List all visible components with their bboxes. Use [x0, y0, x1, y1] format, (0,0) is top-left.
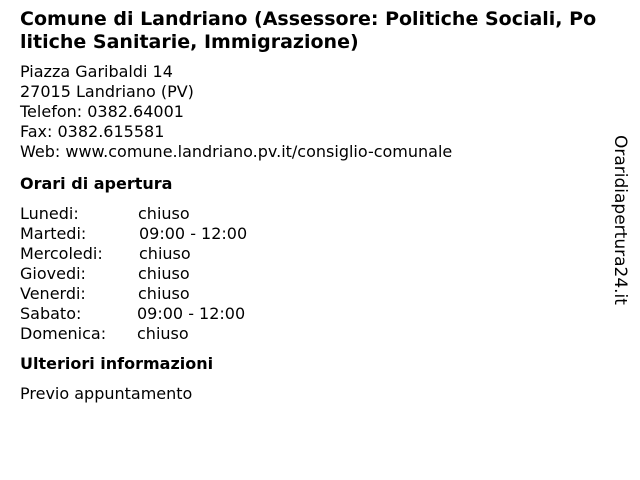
website-url: Web: www.comune.landriano.pv.it/consiglio-comunale	[20, 142, 453, 161]
hours-value: chiuso	[138, 284, 190, 303]
hours-row	[20, 204, 600, 224]
hours-row	[20, 284, 600, 304]
hours-day: Giovedi:	[20, 264, 86, 283]
fax-number: Fax: 0382.615581	[20, 122, 165, 141]
hours-day: Sabato:	[20, 304, 82, 323]
hours-value: chiuso	[139, 244, 191, 263]
hours-day: Venerdi:	[20, 284, 86, 303]
address-block	[20, 62, 600, 162]
location-card	[20, 8, 600, 404]
hours-day: Martedi:	[20, 224, 87, 243]
hours-value: chiuso	[138, 204, 190, 223]
hours-value: 09:00 - 12:00	[137, 304, 246, 323]
hours-row	[20, 244, 600, 264]
hours-row	[20, 224, 600, 244]
hours-day: Lunedi:	[20, 204, 79, 223]
address-street: Piazza Garibaldi 14	[20, 62, 173, 81]
info-text: Previo appuntamento	[20, 384, 193, 403]
hours-heading: Orari di apertura	[20, 174, 173, 193]
page-title: Comune di Landriano (Assessore: Politiche Sociali, Politiche Sanitarie, Immigrazione)	[20, 8, 597, 53]
info-heading: Ulteriori informazioni	[20, 354, 214, 373]
hours-row	[20, 304, 600, 324]
hours-row	[20, 264, 600, 284]
address-city: 27015 Landriano (PV)	[20, 82, 194, 101]
hours-day: Domenica:	[20, 324, 107, 343]
opening-hours-table	[20, 204, 600, 344]
hours-value: chiuso	[138, 264, 190, 283]
hours-value: chiuso	[137, 324, 189, 343]
site-watermark: Oraridiapertura24.it	[610, 135, 630, 305]
hours-row	[20, 324, 600, 344]
hours-day: Mercoledi:	[20, 244, 103, 263]
hours-value: 09:00 - 12:00	[139, 224, 248, 243]
phone-number: Telefon: 0382.64001	[20, 102, 184, 121]
